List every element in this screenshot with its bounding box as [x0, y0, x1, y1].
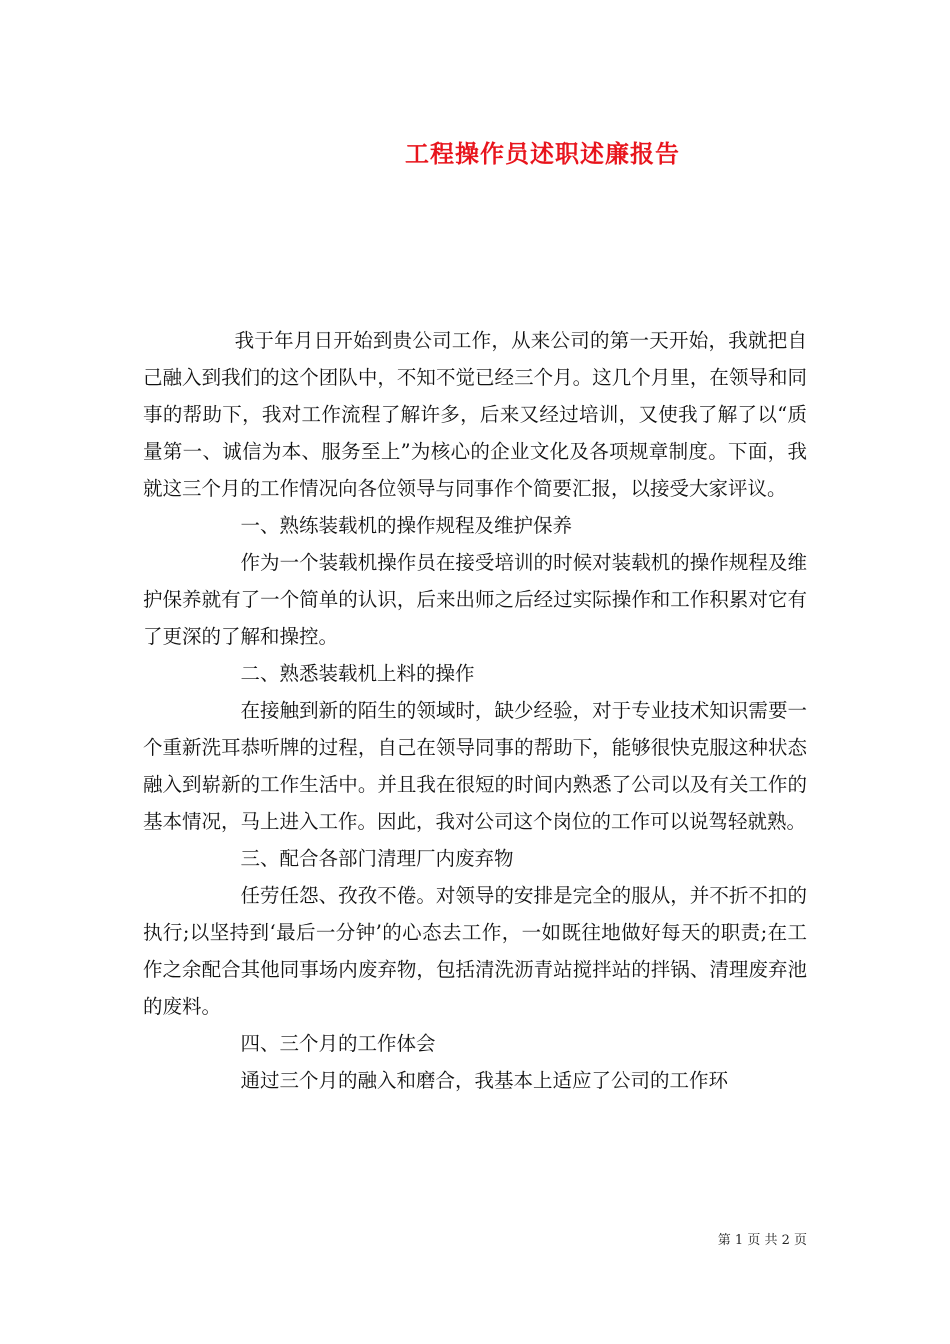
section-heading-2: 二、熟悉装载机上料的操作 — [240, 662, 475, 685]
paragraph-section-3: 任劳任怨、孜孜不倦。对领导的安排是完全的服从，并不折不扣的执行;以坚持到‘最后一分钟’的心态去工作，一如既往地做好每天的职责;在工作之余配合其他同事场内废弃物，包括清洗沥青站搅拌站的拌锅、清理废弃池的废料。 — [143, 884, 807, 1018]
document-title: 工程操作员述职述廉报告 — [405, 139, 680, 168]
section-heading-4: 四、三个月的工作体会 — [240, 1032, 436, 1055]
document-body — [143, 322, 807, 1099]
paragraph-intro: 我于年月日开始到贵公司工作，从来公司的第一天开始，我就把自己融入到我们的这个团队中，不知不觉已经三个月。这几个月里，在领导和同事的帮助下，我对工作流程了解许多，后来又经过培训，又使我了解了以“质量第一、诚信为本、服务至上”为核心的企业文化及各项规章制度。下面，我就这三个月的工作情况向各位领导与同事作个简要汇报，以接受大家评议。 — [143, 329, 807, 500]
section-heading-1: 一、熟练装载机的操作规程及维护保养 — [240, 514, 573, 537]
paragraph-section-2: 在接触到新的陌生的领域时，缺少经验，对于专业技术知识需要一个重新洗耳恭听牌的过程，自己在领导同事的帮助下，能够很快克服这种状态融入到崭新的工作生活中。并且我在很短的时间内熟悉了公司以及有关工作的基本情况，马上进入工作。因此，我对公司这个岗位的工作可以说驾轻就熟。 — [143, 699, 807, 833]
page-number-footer: 第 1 页 共 2 页 — [717, 1233, 807, 1248]
paragraph-section-4: 通过三个月的融入和磨合，我基本上适应了公司的工作环 — [240, 1069, 729, 1092]
section-heading-3: 三、配合各部门清理厂内废弃物 — [240, 847, 514, 870]
paragraph-section-1: 作为一个装载机操作员在接受培训的时候对装载机的操作规程及维护保养就有了一个简单的认识，后来出师之后经过实际操作和工作积累对它有了更深的了解和操控。 — [143, 551, 807, 648]
